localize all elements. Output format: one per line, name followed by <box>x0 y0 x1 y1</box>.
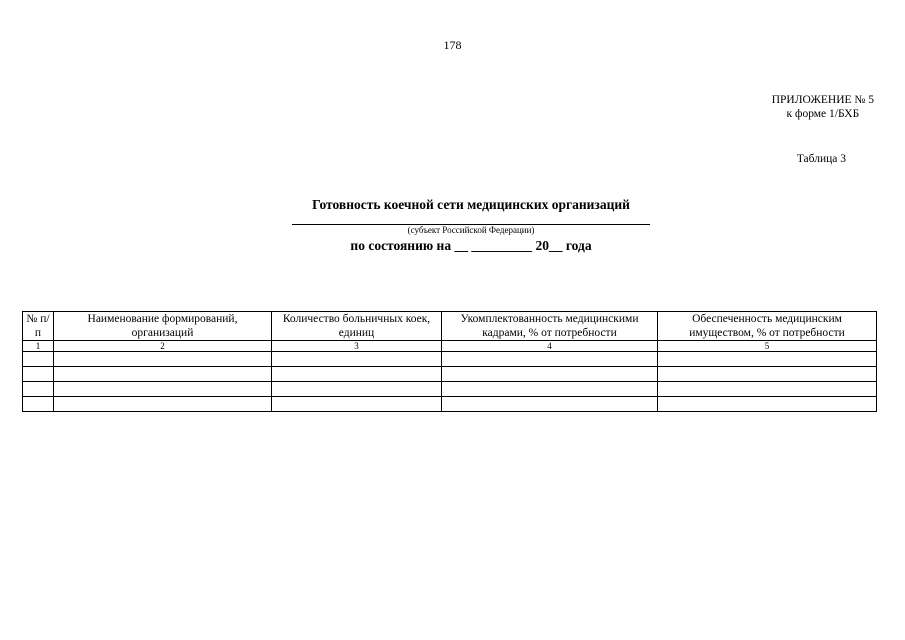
table-cell <box>23 382 54 397</box>
table-cell <box>23 352 54 367</box>
subject-caption: (субъект Российской Федерации) <box>292 224 650 236</box>
date-line: по состоянию на __ _________ 20__ года <box>350 238 592 253</box>
table-cell <box>442 397 658 412</box>
page-number: 178 <box>443 38 462 52</box>
table-row <box>23 367 877 382</box>
header-equipment: Обеспеченность медицинским имуществом, % от потребности <box>658 312 877 341</box>
table-cell <box>658 397 877 412</box>
table-row <box>23 397 877 412</box>
table-cell <box>54 397 272 412</box>
column-number: 3 <box>272 341 442 352</box>
table-cell <box>658 352 877 367</box>
title-block <box>292 196 650 254</box>
column-number: 2 <box>54 341 272 352</box>
table-cell <box>272 397 442 412</box>
table-cell <box>658 367 877 382</box>
table-cell <box>442 352 658 367</box>
table-cell <box>658 382 877 397</box>
appendix-line-2: к форме 1/БХБ <box>786 108 860 120</box>
table-row <box>23 352 877 367</box>
table-cell <box>272 352 442 367</box>
table-cell <box>54 382 272 397</box>
table-cell <box>23 397 54 412</box>
column-number: 1 <box>23 341 54 352</box>
header-formation-name: Наименование формирований, организаций <box>54 312 272 341</box>
table-cell <box>272 367 442 382</box>
document-title: Готовность коечной сети медицинских организаций <box>312 197 630 212</box>
table-cell <box>54 367 272 382</box>
table-cell <box>442 367 658 382</box>
column-number: 5 <box>658 341 877 352</box>
header-staffing: Укомплектованность медицинскими кадрами, % от потребности <box>442 312 658 341</box>
table-label: Таблица 3 <box>796 153 846 165</box>
appendix-line-1: ПРИЛОЖЕНИЕ № 5 <box>771 94 874 106</box>
table-cell <box>442 382 658 397</box>
header-number: № п/п <box>23 312 54 341</box>
table-cell <box>54 352 272 367</box>
column-number: 4 <box>442 341 658 352</box>
table-header-row <box>23 312 877 341</box>
column-number-row <box>23 341 877 352</box>
table-row <box>23 382 877 397</box>
header-bed-count: Количество больничных коек, единиц <box>272 312 442 341</box>
table-cell <box>272 382 442 397</box>
table-cell <box>23 367 54 382</box>
appendix-reference <box>772 93 874 121</box>
readiness-table <box>22 311 877 412</box>
